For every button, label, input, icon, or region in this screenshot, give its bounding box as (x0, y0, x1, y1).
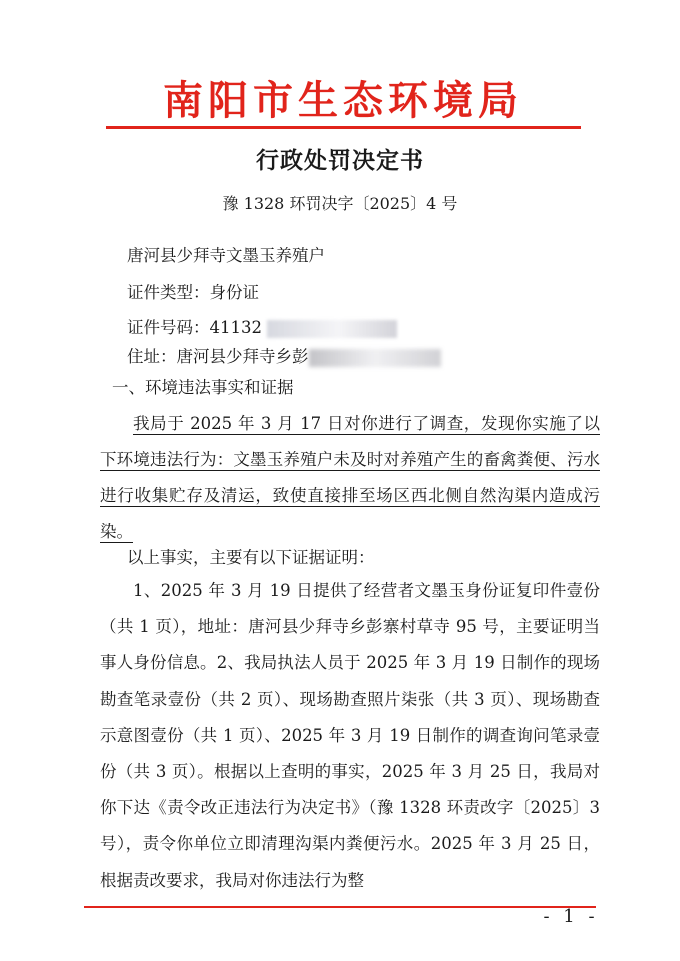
party-id-number-visible (127, 315, 262, 341)
party-id-number-text: 证件号码：41132 (127, 318, 262, 337)
redaction-blur (309, 349, 441, 367)
party-name: 唐河县少拜寺文墨玉养殖户 (127, 246, 325, 265)
evidence-intro: 以上事实，主要有以下证据证明： (127, 548, 375, 567)
violation-facts-paragraph: 我局于 2025 年 3 月 17 日对你进行了调查，发现你实施了以下环境违法行为：文墨玉养殖户未及时对养殖产生的畜禽粪便、污水进行收集贮存及清运，致使直接排至场区西北侧自然沟渠内造成污染。 (100, 414, 600, 541)
party-address-text: 住址：唐河县少拜寺乡彭 (127, 347, 309, 366)
red-footer-rule (84, 906, 596, 908)
redaction-blur (267, 320, 397, 338)
page-number: - 1 - (543, 906, 599, 927)
party-address (127, 344, 441, 370)
party-id-type: 证件类型：身份证 (127, 283, 259, 302)
issuing-authority-masthead: 南阳市生态环境局 (163, 77, 523, 124)
section-heading-facts: 一、环境违法事实和证据 (112, 378, 294, 397)
evidence-paragraph: 1、2025 年 3 月 19 日提供了经营者文墨玉身份证复印件壹份（共 1 页），地址：唐河县少拜寺乡彭寨村草寺 95 号，主要证明当事人身份信息。2、我局执法人员于 2025 年 3 月 19 日制作的现场勘查笔录壹份（共 2 页）、现场勘查照片柒张（共 3 页）、现场勘查示意图壹份（共 1 页）、2025 年 3 月 19 日制作的调查询问笔录壹份（共 3 页）。根据以上查明的事实，2025 年 3 月 25 日，我局对你下达《责令改正违法行为决定书》（豫 1328 环责改字〔2025〕3 号），责令你单位立即清理沟渠内粪便污水。2025 年 3 月 25 日，根据责改要求，我局对你违法行为整 (100, 581, 600, 890)
party-id-number (127, 315, 397, 341)
red-header-rule (106, 126, 581, 129)
document-title: 行政处罚决定书 (256, 147, 424, 174)
document-number: 豫 1328 环罚决字〔2025〕4 号 (222, 194, 458, 213)
